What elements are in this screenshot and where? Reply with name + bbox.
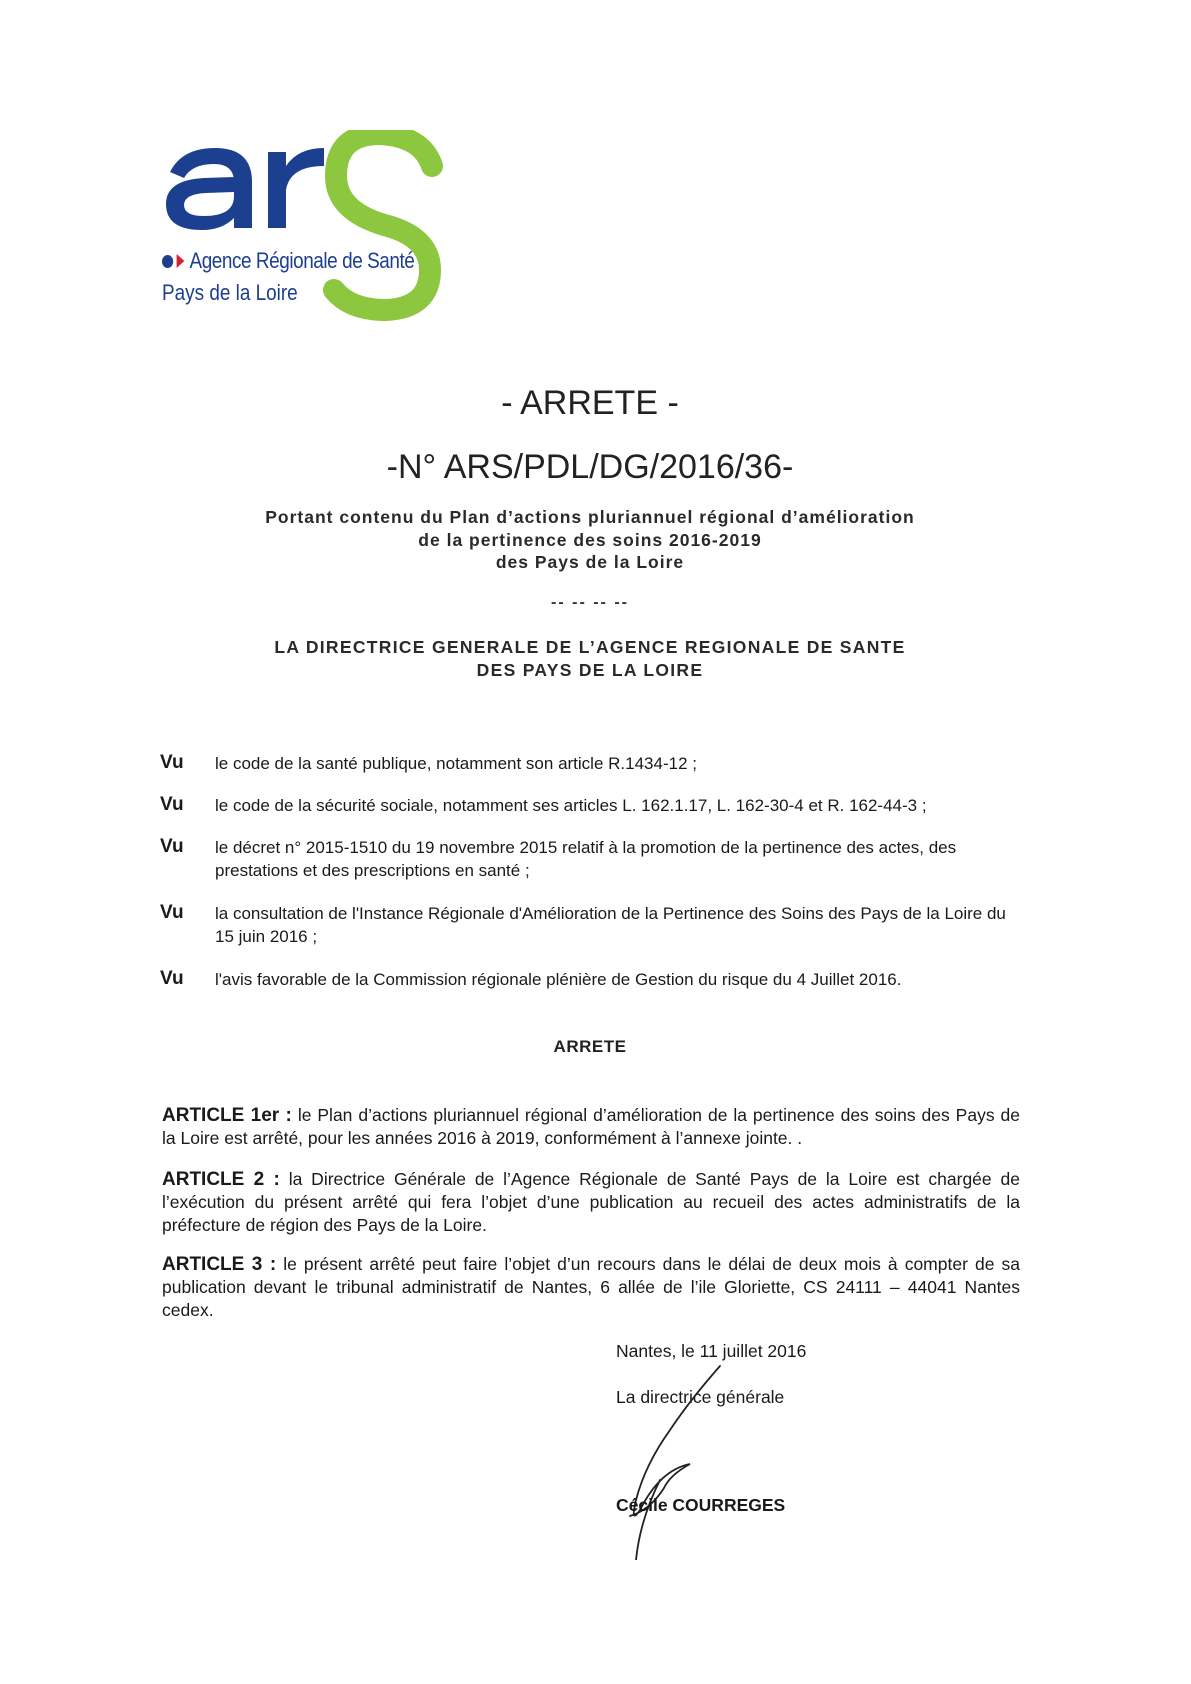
vu-text: le code de la sécurité sociale, notamment ses articles L. 162.1.17, L. 162-30-4 et R. 162-44-3 ; [215, 796, 927, 815]
signatory-name: Cécile COURREGES [616, 1495, 786, 1515]
authority-line-1: LA DIRECTRICE GENERALE DE L’AGENCE REGIONALE DE SANTE [274, 637, 906, 657]
subtitle-line-3: des Pays de la Loire [495, 552, 685, 572]
subtitle-line-2: de la pertinence des soins 2016-2019 [418, 529, 762, 550]
vu-label: Vu [160, 902, 184, 923]
ars-logo [160, 130, 490, 340]
vu-item [160, 794, 1020, 817]
article-2 [162, 1168, 1020, 1237]
authority-line-2: DES PAYS DE LA LOIRE [476, 660, 704, 680]
article-3 [162, 1253, 1020, 1322]
red-chevron-icon [177, 254, 185, 268]
separator: -- -- -- -- [551, 594, 629, 611]
signature-place-date: Nantes, le 11 juillet 2016 [616, 1341, 807, 1361]
vu-text: la consultation de l'Instance Régionale d'Amélioration de la Pertinence des Soins des Pays de la Loire du 15 juin 2016 ; [215, 904, 1006, 946]
article-1 [162, 1104, 1020, 1150]
document-number: -N° ARS/PDL/DG/2016/36- [386, 448, 794, 486]
vu-label: Vu [160, 752, 184, 773]
document-subtitle [150, 506, 1030, 574]
ars-wordmark-graphic [160, 130, 490, 340]
handwritten-signature [600, 1360, 760, 1560]
vu-label: Vu [160, 794, 184, 815]
logo-agency-line [162, 248, 414, 274]
vu-item [160, 752, 1020, 775]
vu-text: l'avis favorable de la Commission régionale plénière de Gestion du risque du 4 Juillet 2016. [215, 970, 902, 989]
logo-agency-name: Agence Régionale de Santé [189, 248, 415, 273]
article-label: ARTICLE 2 : [162, 1169, 280, 1190]
subtitle-line-1: Portant contenu du Plan d’actions pluriannuel régional d’amélioration [265, 507, 915, 527]
article-label: ARTICLE 3 : [162, 1254, 277, 1275]
decision-heading: ARRETE [553, 1037, 627, 1056]
article-label: ARTICLE 1er : [162, 1105, 292, 1126]
vu-label: Vu [160, 836, 184, 857]
vu-text: le décret n° 2015-1510 du 19 novembre 2015 relatif à la promotion de la pertinence des actes, des prestations et des prescriptions en santé ; [215, 838, 957, 880]
article-text: le présent arrêté peut faire l’objet d’un recours dans le délai de deux mois à compter de sa publication devant le tribunal administratif de Nantes, 6 allée de l’ile Gloriette, CS 24111 – 44041 Nantes cedex. [162, 1254, 1020, 1320]
article-text: la Directrice Générale de l’Agence Régionale de Santé Pays de la Loire est chargée de l’exécution du présent arrêté qui fera l’objet d’une publication au recueil des actes administratifs de la préfecture de région des Pays de la Loire. [162, 1169, 1020, 1235]
signature-role: La directrice générale [616, 1387, 785, 1407]
blue-dot-icon [162, 255, 173, 268]
article-text: le Plan d’actions pluriannuel régional d’amélioration de la pertinence des soins des Pays de la Loire est arrêté, pour les années 2016 à 2019, conformément à l’annexe jointe. . [162, 1105, 1020, 1148]
vu-item [160, 968, 1020, 991]
vu-item [160, 902, 1020, 948]
vu-label: Vu [160, 968, 184, 989]
document-title: - ARRETE - [501, 384, 679, 422]
issuing-authority [150, 636, 1030, 682]
logo-region-name: Pays de la Loire [162, 280, 298, 305]
vu-item [160, 836, 1020, 882]
vu-text: le code de la santé publique, notamment son article R.1434-12 ; [215, 754, 697, 773]
